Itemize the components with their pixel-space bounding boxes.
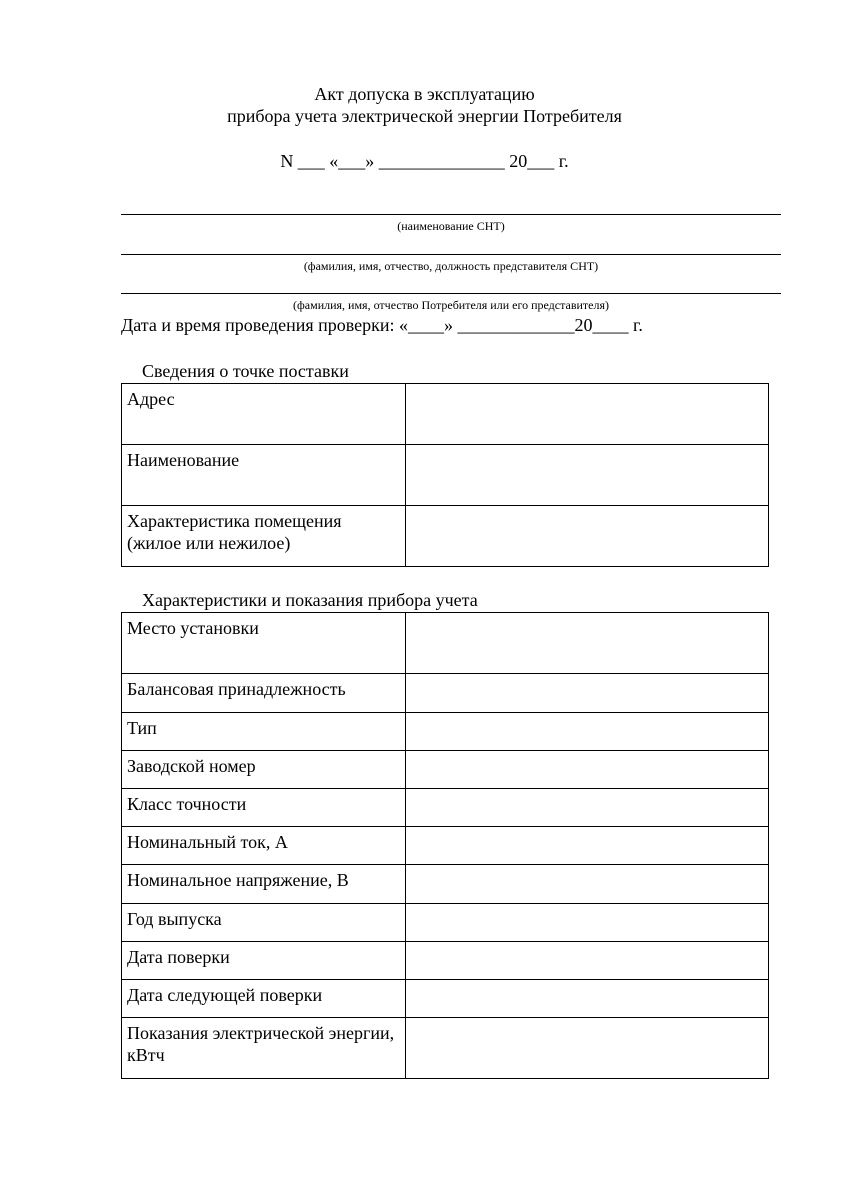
- table-row: [122, 445, 769, 506]
- snt-representative-field[interactable]: [121, 254, 781, 255]
- value-cell[interactable]: [406, 980, 769, 1018]
- table-row: [122, 613, 769, 674]
- row-label: Номинальный ток, А: [122, 827, 406, 865]
- row-label: Балансовая принадлежность: [122, 674, 406, 713]
- table-row: [122, 674, 769, 713]
- row-label: Адрес: [122, 384, 406, 445]
- supply-point-table: [121, 383, 769, 567]
- value-cell[interactable]: [406, 942, 769, 980]
- table-row: [122, 384, 769, 445]
- row-label: Место установки: [122, 613, 406, 674]
- document-title-line1: Акт допуска в эксплуатацию: [314, 84, 535, 104]
- table-row: [122, 789, 769, 827]
- row-label: Дата следующей поверки: [122, 980, 406, 1018]
- address-value-cell[interactable]: [406, 384, 769, 445]
- table-row: [122, 751, 769, 789]
- value-cell[interactable]: [406, 674, 769, 713]
- supply-point-heading: Сведения о точке поставки: [142, 361, 349, 381]
- table-row: [122, 865, 769, 904]
- table-row: [122, 506, 769, 567]
- value-cell[interactable]: [406, 904, 769, 942]
- snt-name-field[interactable]: [121, 214, 781, 215]
- row-label: Тип: [122, 713, 406, 751]
- table-row: [122, 827, 769, 865]
- row-label: Заводской номер: [122, 751, 406, 789]
- value-cell[interactable]: [406, 751, 769, 789]
- snt-representative-caption: (фамилия, имя, отчество, должность представителя СНТ): [303, 259, 599, 273]
- name-value-cell[interactable]: [406, 445, 769, 506]
- consumer-field[interactable]: [121, 293, 781, 294]
- meter-heading: Характеристики и показания прибора учета: [142, 590, 478, 610]
- value-cell[interactable]: [406, 789, 769, 827]
- act-number-line[interactable]: N ___ «___» ______________ 20___ г.: [280, 151, 569, 171]
- document-title-line2: прибора учета электрической энергии Потребителя: [227, 106, 622, 126]
- row-label: Характеристика помещения (жилое или нежилое): [122, 506, 406, 567]
- premises-type-value-cell[interactable]: [406, 506, 769, 567]
- value-cell[interactable]: [406, 827, 769, 865]
- inspection-date-line[interactable]: Дата и время проведения проверки: «____» _____________20____ г.: [121, 315, 643, 335]
- value-cell[interactable]: [406, 1018, 769, 1079]
- table-row: [122, 980, 769, 1018]
- table-row: [122, 942, 769, 980]
- consumer-caption: (фамилия, имя, отчество Потребителя или его представителя): [293, 298, 609, 312]
- row-label: Показания электрической энергии, кВтч: [122, 1018, 406, 1079]
- meter-table: [121, 612, 769, 1079]
- row-label: Класс точности: [122, 789, 406, 827]
- snt-name-caption: (наименование СНТ): [397, 219, 505, 233]
- table-row: [122, 904, 769, 942]
- table-row: [122, 1018, 769, 1079]
- row-label: Дата поверки: [122, 942, 406, 980]
- value-cell[interactable]: [406, 613, 769, 674]
- value-cell[interactable]: [406, 713, 769, 751]
- value-cell[interactable]: [406, 865, 769, 904]
- row-label: Год выпуска: [122, 904, 406, 942]
- table-row: [122, 713, 769, 751]
- row-label: Номинальное напряжение, В: [122, 865, 406, 904]
- row-label: Наименование: [122, 445, 406, 506]
